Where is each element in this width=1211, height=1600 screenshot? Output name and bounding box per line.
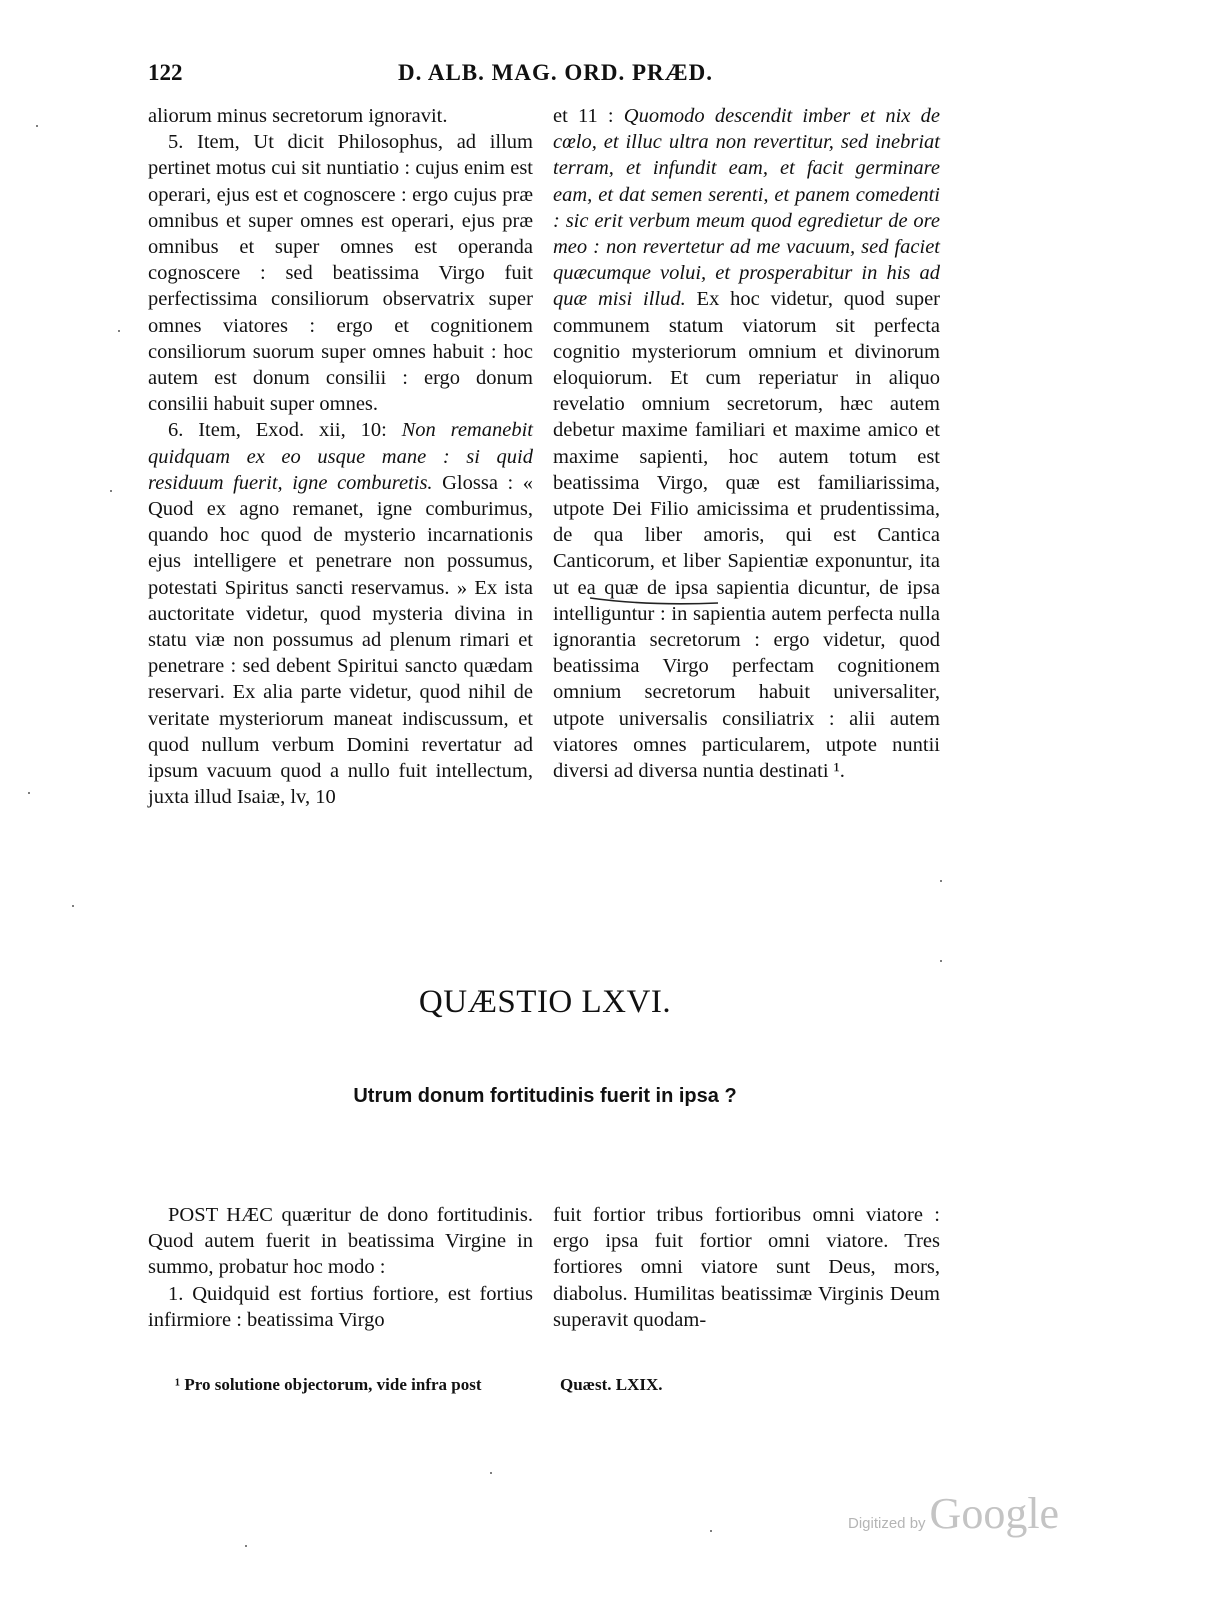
isaiah-text: Ex hoc videtur, quod super communem statum viatorum sit perfecta cognitio mysteriorum omnium et divinorum eloquiorum. Et cum reperiatur in aliquo revelatio omnium secretorum, hæc autem debetur maxime familiari et maxime amico et maxime sapienti, hoc autem totum est beatissima Virgo, quæ est familiarissima, utpote Dei Filio amicissima et prudentissima, de qua liber amoris, qui est Cantica Canticorum, et liber Sapientiæ exponuntur, ita ut ea quæ de ipsa sapientia dicuntur, de ipsa intelliguntur : in sapientia autem perfecta nulla ignorantia secretorum : ergo videtur, quod beatissima Virgo perfectam cognitionem omnium secretorum habuit universaliter, utpote universalis consiliatrix : alii autem viatores omnes particularem, utpote nuntii diversi ad diversa nuntia destinati ¹. <box>553 288 940 783</box>
handwritten-underline <box>588 594 723 608</box>
scan-speck <box>28 792 30 794</box>
paragraph-isaiah-continuation <box>553 103 940 784</box>
isaiah-lead: et 11 : <box>553 105 624 127</box>
paragraph-item-1: 1. Quidquid est fortius fortiore, est fortius infirmiore : beatissima Virgo <box>148 1282 533 1331</box>
scan-speck <box>710 1530 712 1532</box>
scan-speck <box>490 1472 492 1474</box>
watermark-small-text: Digitized by <box>848 1515 926 1532</box>
scan-speck <box>72 905 74 907</box>
paragraph-post-haec: POST HÆC quæritur de dono fortitudinis. Quod autem fuerit in beatissima Virgine in summo, probatur hoc modo : <box>148 1204 533 1279</box>
scan-speck <box>940 960 942 962</box>
paragraph-item-5: 5. Item, Ut dicit Philosophus, ad illum pertinet motus cui sit nuntiatio : cujus enim est operari, ejus est et cognoscere : ergo cujus præ omnibus et super omnes est operari, ejus præ omnibus et super omnes est operanda cognoscere : sed beatissima Virgo fuit perfectissima consiliorum observatrix super omnes viatores : ergo et cognitionem consiliorum suorum super omnes habuit : hoc autem est donum consilii : ergo donum consilii habuit super omnes. <box>148 131 533 416</box>
running-head: D. ALB. MAG. ORD. PRÆD. <box>398 60 713 85</box>
page-number: 122 <box>148 60 183 85</box>
item-6-lead: 6. Item, Exod. xii, 10: <box>168 419 402 442</box>
footnote-right: Quæst. LXIX. <box>560 1375 663 1394</box>
scan-speck <box>940 880 942 882</box>
digitized-watermark <box>848 1488 1059 1538</box>
scan-speck <box>110 490 112 492</box>
paragraph-item-6 <box>148 417 533 810</box>
isaiah-quotation: Quomodo descendit imber et nix de cœlo, et illuc ultra non revertitur, sed inebriat terram, et infundit eam, et facit germinare eam, et dat semen serenti, et panem comedenti : sic erit verbum meum quod egredietur de ore meo : non revertetur ad me vacuum, sed faciet quæcumque volui, et prosperabitur in his ad quæ misi illud. <box>553 105 940 311</box>
paragraph-continuation: aliorum minus secretorum ignoravit. <box>148 105 448 127</box>
top-left-column <box>148 103 533 810</box>
scan-speck <box>118 330 120 332</box>
scan-speck <box>245 1545 247 1547</box>
footnote-left: ¹ Pro solutione objectorum, vide infra post <box>175 1375 482 1394</box>
bottom-right-column <box>553 1202 940 1333</box>
item-6-quotation: Non remanebit quidquam ex eo usque mane : si quid residuum fuerit, igne comburetis. <box>148 419 533 494</box>
paragraph-fortior: fuit fortior tribus fortioribus omni viatore : ergo ipsa fuit fortior omni viatore. Tres fortiores omni viatore sunt Deus, mors, diabolus. Humilitas beatissimæ Virginis Deum superavit quodam- <box>553 1204 940 1331</box>
scan-speck <box>36 125 38 127</box>
question-title: QUÆSTIO LXVI. <box>418 984 672 1020</box>
google-logo: Google <box>929 1489 1060 1538</box>
item-6-text: Glossa : « Quod ex agno remanet, igne comburimus, quando hoc quod de mysterio incarnationis ejus intelligere et penetrare non possumus, potestati Spiritus sancti reservamus. » Ex ista auctoritate videtur, quod mysteria divina in statu viæ non possumus ad plenum rimari et penetrare : sed debent Spiritui sancto quædam reservari. Ex alia parte videtur, quod nihil de veritate mysteriorum maneat indiscussum, et quod nullum verbum Domini revertatur ad ipsum vacuum quod a nullo fuit intellectum, juxta illud Isaiæ, lv, 10 <box>148 471 534 809</box>
page-header <box>148 60 948 92</box>
question-subtitle: Utrum donum fortitudinis fuerit in ipsa ? <box>353 1085 737 1107</box>
bottom-left-column <box>148 1202 533 1333</box>
top-right-column <box>553 103 940 784</box>
